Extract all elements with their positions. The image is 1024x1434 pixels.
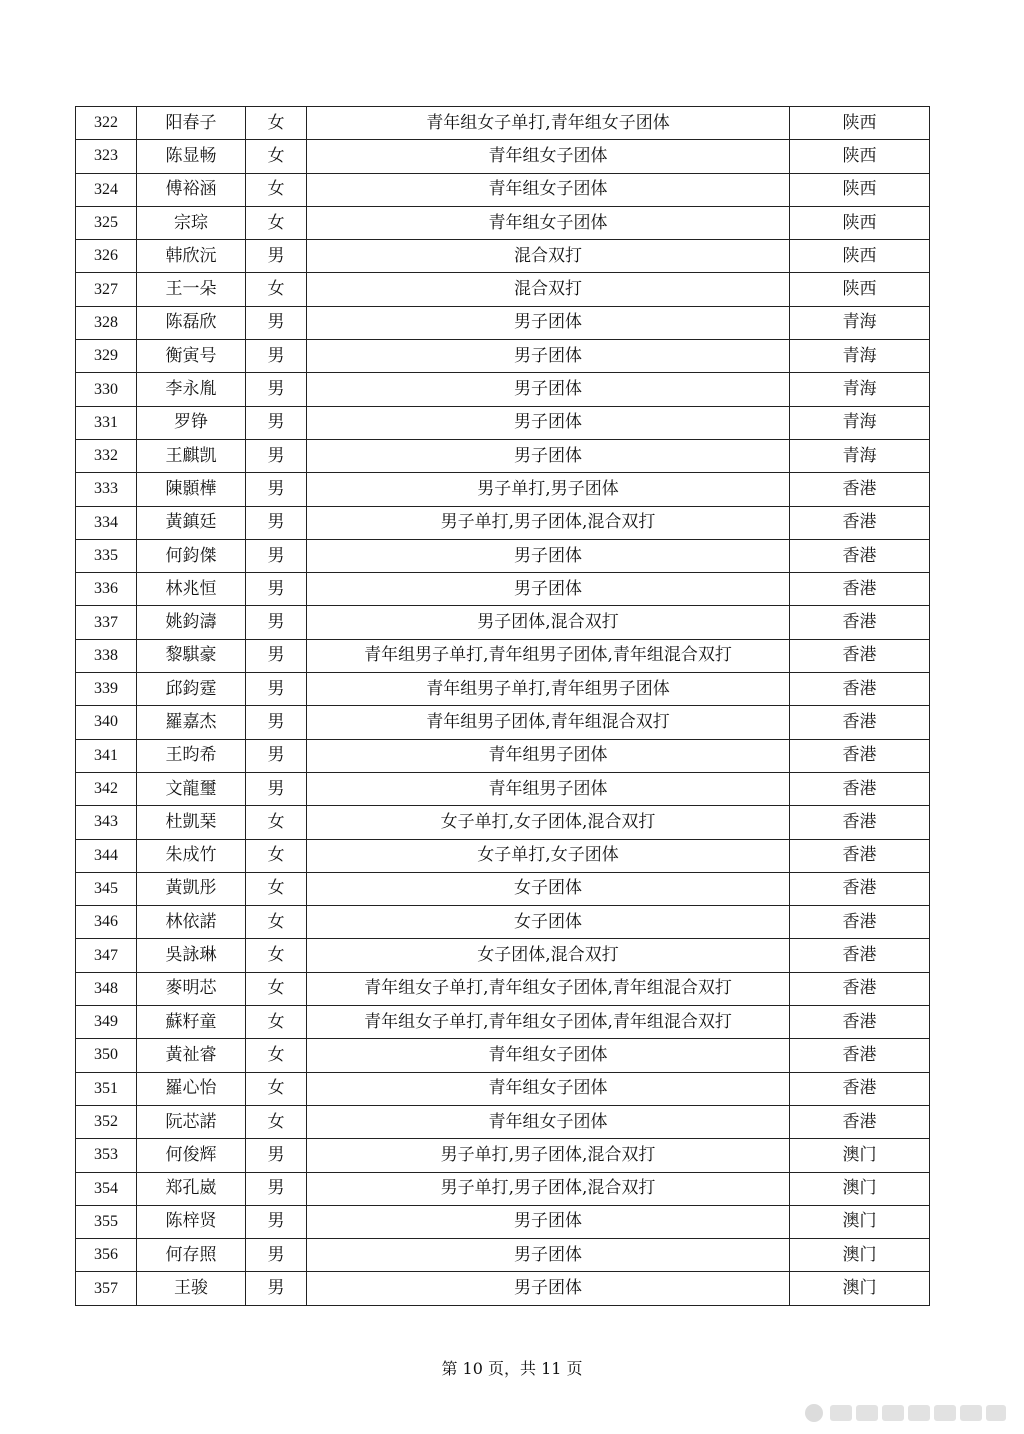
table-row	[76, 872, 930, 905]
region-cell: 香港	[790, 473, 930, 506]
region-cell: 香港	[790, 673, 930, 706]
gender-cell: 男	[246, 1272, 307, 1305]
table-row	[76, 140, 930, 173]
gender-cell: 女	[246, 140, 307, 173]
athlete-name-cell: 黃鎮廷	[137, 506, 246, 539]
events-cell: 女子团体	[307, 906, 790, 939]
region-cell: 香港	[790, 1072, 930, 1105]
region-cell: 青海	[790, 406, 930, 439]
region-cell: 陕西	[790, 240, 930, 273]
row-number-cell: 356	[76, 1239, 137, 1272]
gender-cell: 男	[246, 606, 307, 639]
gender-cell: 男	[246, 340, 307, 373]
athlete-name-cell: 何俊辉	[137, 1139, 246, 1172]
athlete-name-cell: 黃凱彤	[137, 872, 246, 905]
gender-cell: 女	[246, 107, 307, 140]
table-row	[76, 240, 930, 273]
region-cell: 陕西	[790, 173, 930, 206]
region-cell: 陕西	[790, 107, 930, 140]
athlete-name-cell: 邱鈞霆	[137, 673, 246, 706]
athlete-name-cell: 姚鈞濤	[137, 606, 246, 639]
region-cell: 澳门	[790, 1272, 930, 1305]
region-cell: 香港	[790, 872, 930, 905]
athlete-name-cell: 李永胤	[137, 373, 246, 406]
table-row	[76, 639, 930, 672]
row-number-cell: 323	[76, 140, 137, 173]
athlete-name-cell: 黎騏豪	[137, 639, 246, 672]
athlete-name-cell: 杜凱琹	[137, 806, 246, 839]
gender-cell: 男	[246, 306, 307, 339]
events-cell: 混合双打	[307, 273, 790, 306]
region-cell: 香港	[790, 1039, 930, 1072]
athlete-name-cell: 林依諾	[137, 906, 246, 939]
region-cell: 香港	[790, 806, 930, 839]
row-number-cell: 350	[76, 1039, 137, 1072]
athlete-name-cell: 韩欣沅	[137, 240, 246, 273]
athlete-name-cell: 阮芯諾	[137, 1105, 246, 1138]
table-row	[76, 107, 930, 140]
roster-table	[75, 106, 930, 1306]
table-row	[76, 273, 930, 306]
table-row	[76, 1139, 930, 1172]
athlete-name-cell: 陈梓贤	[137, 1205, 246, 1238]
events-cell: 青年组男子单打,青年组男子团体	[307, 673, 790, 706]
events-cell: 男子单打,男子团体,混合双打	[307, 1139, 790, 1172]
events-cell: 女子单打,女子团体,混合双打	[307, 806, 790, 839]
row-number-cell: 326	[76, 240, 137, 273]
gender-cell: 女	[246, 1105, 307, 1138]
events-cell: 男子单打,男子团体,混合双打	[307, 506, 790, 539]
events-cell: 女子团体	[307, 872, 790, 905]
table-row	[76, 340, 930, 373]
gender-cell: 男	[246, 1172, 307, 1205]
athlete-name-cell: 王骏	[137, 1272, 246, 1305]
events-cell: 青年组女子团体	[307, 206, 790, 239]
gender-cell: 女	[246, 806, 307, 839]
gender-cell: 女	[246, 839, 307, 872]
table-row	[76, 972, 930, 1005]
row-number-cell: 322	[76, 107, 137, 140]
row-number-cell: 328	[76, 306, 137, 339]
table-row	[76, 573, 930, 606]
table-row	[76, 173, 930, 206]
gender-cell: 男	[246, 373, 307, 406]
region-cell: 香港	[790, 506, 930, 539]
gender-cell: 男	[246, 473, 307, 506]
region-cell: 香港	[790, 972, 930, 1005]
watermark-logo	[800, 1400, 1010, 1426]
row-number-cell: 333	[76, 473, 137, 506]
table-row	[76, 1105, 930, 1138]
athlete-name-cell: 郑孔崴	[137, 1172, 246, 1205]
table-row	[76, 1239, 930, 1272]
events-cell: 男子团体	[307, 340, 790, 373]
row-number-cell: 329	[76, 340, 137, 373]
athlete-name-cell: 陈显畅	[137, 140, 246, 173]
row-number-cell: 338	[76, 639, 137, 672]
row-number-cell: 351	[76, 1072, 137, 1105]
events-cell: 青年组女子单打,青年组女子团体,青年组混合双打	[307, 972, 790, 1005]
table-row	[76, 306, 930, 339]
row-number-cell: 353	[76, 1139, 137, 1172]
table-row	[76, 906, 930, 939]
region-cell: 澳门	[790, 1172, 930, 1205]
region-cell: 青海	[790, 439, 930, 472]
gender-cell: 女	[246, 173, 307, 206]
events-cell: 男子单打,男子团体	[307, 473, 790, 506]
region-cell: 香港	[790, 739, 930, 772]
athlete-name-cell: 王麒凯	[137, 439, 246, 472]
events-cell: 男子团体	[307, 1239, 790, 1272]
region-cell: 香港	[790, 639, 930, 672]
gender-cell: 男	[246, 673, 307, 706]
gender-cell: 女	[246, 206, 307, 239]
gender-cell: 男	[246, 1205, 307, 1238]
table-row	[76, 1172, 930, 1205]
row-number-cell: 345	[76, 872, 137, 905]
events-cell: 女子团体,混合双打	[307, 939, 790, 972]
table-row	[76, 839, 930, 872]
row-number-cell: 343	[76, 806, 137, 839]
table-row	[76, 506, 930, 539]
gender-cell: 男	[246, 439, 307, 472]
row-number-cell: 325	[76, 206, 137, 239]
region-cell: 青海	[790, 306, 930, 339]
athlete-name-cell: 黃祉睿	[137, 1039, 246, 1072]
table-row	[76, 706, 930, 739]
athlete-name-cell: 陈磊欣	[137, 306, 246, 339]
gender-cell: 女	[246, 1006, 307, 1039]
gender-cell: 男	[246, 1239, 307, 1272]
athlete-name-cell: 王一朵	[137, 273, 246, 306]
region-cell: 陕西	[790, 206, 930, 239]
roster-table-body	[76, 107, 930, 1306]
gender-cell: 男	[246, 772, 307, 805]
events-cell: 青年组女子团体	[307, 140, 790, 173]
athlete-name-cell: 阳春子	[137, 107, 246, 140]
region-cell: 香港	[790, 1105, 930, 1138]
events-cell: 青年组男子团体,青年组混合双打	[307, 706, 790, 739]
gender-cell: 女	[246, 972, 307, 1005]
gender-cell: 男	[246, 1139, 307, 1172]
table-row	[76, 806, 930, 839]
page-number-footer: 第 10 页，共 11 页	[441, 1359, 583, 1378]
row-number-cell: 357	[76, 1272, 137, 1305]
region-cell: 陕西	[790, 273, 930, 306]
events-cell: 男子团体	[307, 573, 790, 606]
region-cell: 香港	[790, 606, 930, 639]
table-row	[76, 473, 930, 506]
events-cell: 男子团体,混合双打	[307, 606, 790, 639]
row-number-cell: 334	[76, 506, 137, 539]
row-number-cell: 354	[76, 1172, 137, 1205]
table-row	[76, 406, 930, 439]
region-cell: 香港	[790, 1006, 930, 1039]
row-number-cell: 347	[76, 939, 137, 972]
table-row	[76, 1006, 930, 1039]
events-cell: 男子团体	[307, 373, 790, 406]
events-cell: 青年组女子团体	[307, 1039, 790, 1072]
athlete-name-cell: 羅嘉杰	[137, 706, 246, 739]
gender-cell: 男	[246, 739, 307, 772]
events-cell: 混合双打	[307, 240, 790, 273]
row-number-cell: 324	[76, 173, 137, 206]
athlete-name-cell: 朱成竹	[137, 839, 246, 872]
gender-cell: 男	[246, 706, 307, 739]
table-row	[76, 373, 930, 406]
events-cell: 女子单打,女子团体	[307, 839, 790, 872]
region-cell: 香港	[790, 906, 930, 939]
region-cell: 澳门	[790, 1139, 930, 1172]
events-cell: 青年组女子单打,青年组女子团体,青年组混合双打	[307, 1006, 790, 1039]
gender-cell: 女	[246, 273, 307, 306]
events-cell: 青年组女子团体	[307, 1105, 790, 1138]
region-cell: 澳门	[790, 1239, 930, 1272]
athlete-name-cell: 陳顥樺	[137, 473, 246, 506]
table-row	[76, 539, 930, 572]
region-cell: 青海	[790, 373, 930, 406]
table-row	[76, 739, 930, 772]
gender-cell: 男	[246, 506, 307, 539]
table-row	[76, 939, 930, 972]
gender-cell: 男	[246, 639, 307, 672]
table-row	[76, 1072, 930, 1105]
row-number-cell: 335	[76, 539, 137, 572]
events-cell: 青年组女子团体	[307, 173, 790, 206]
athlete-name-cell: 何存照	[137, 1239, 246, 1272]
region-cell: 香港	[790, 539, 930, 572]
events-cell: 青年组男子团体	[307, 772, 790, 805]
events-cell: 青年组女子单打,青年组女子团体	[307, 107, 790, 140]
events-cell: 男子团体	[307, 306, 790, 339]
athlete-name-cell: 衡寅号	[137, 340, 246, 373]
gender-cell: 男	[246, 240, 307, 273]
region-cell: 青海	[790, 340, 930, 373]
region-cell: 香港	[790, 573, 930, 606]
row-number-cell: 348	[76, 972, 137, 1005]
athlete-name-cell: 文龍璽	[137, 772, 246, 805]
athlete-name-cell: 林兆恒	[137, 573, 246, 606]
events-cell: 男子团体	[307, 406, 790, 439]
events-cell: 青年组男子团体	[307, 739, 790, 772]
events-cell: 男子团体	[307, 539, 790, 572]
row-number-cell: 327	[76, 273, 137, 306]
athlete-name-cell: 羅心怡	[137, 1072, 246, 1105]
athlete-name-cell: 何鈞傑	[137, 539, 246, 572]
gender-cell: 男	[246, 573, 307, 606]
row-number-cell: 330	[76, 373, 137, 406]
gender-cell: 女	[246, 1039, 307, 1072]
row-number-cell: 332	[76, 439, 137, 472]
region-cell: 香港	[790, 706, 930, 739]
row-number-cell: 331	[76, 406, 137, 439]
athlete-name-cell: 蘇籽童	[137, 1006, 246, 1039]
events-cell: 男子团体	[307, 1205, 790, 1238]
row-number-cell: 355	[76, 1205, 137, 1238]
athlete-name-cell: 傅裕涵	[137, 173, 246, 206]
events-cell: 男子团体	[307, 439, 790, 472]
gender-cell: 女	[246, 939, 307, 972]
row-number-cell: 340	[76, 706, 137, 739]
events-cell: 男子团体	[307, 1272, 790, 1305]
table-row	[76, 1205, 930, 1238]
gender-cell: 女	[246, 872, 307, 905]
table-row	[76, 772, 930, 805]
row-number-cell: 337	[76, 606, 137, 639]
row-number-cell: 349	[76, 1006, 137, 1039]
region-cell: 香港	[790, 939, 930, 972]
events-cell: 男子单打,男子团体,混合双打	[307, 1172, 790, 1205]
gender-cell: 男	[246, 539, 307, 572]
row-number-cell: 339	[76, 673, 137, 706]
row-number-cell: 344	[76, 839, 137, 872]
table-row	[76, 1039, 930, 1072]
row-number-cell: 352	[76, 1105, 137, 1138]
athlete-name-cell: 宗琮	[137, 206, 246, 239]
row-number-cell: 346	[76, 906, 137, 939]
events-cell: 青年组女子团体	[307, 1072, 790, 1105]
table-row	[76, 606, 930, 639]
athlete-name-cell: 王昀希	[137, 739, 246, 772]
athlete-name-cell: 麥明芯	[137, 972, 246, 1005]
gender-cell: 女	[246, 1072, 307, 1105]
gender-cell: 女	[246, 906, 307, 939]
region-cell: 香港	[790, 839, 930, 872]
table-row	[76, 206, 930, 239]
region-cell: 澳门	[790, 1205, 930, 1238]
table-row	[76, 1272, 930, 1305]
events-cell: 青年组男子单打,青年组男子团体,青年组混合双打	[307, 639, 790, 672]
region-cell: 香港	[790, 772, 930, 805]
table-row	[76, 439, 930, 472]
row-number-cell: 342	[76, 772, 137, 805]
region-cell: 陕西	[790, 140, 930, 173]
gender-cell: 男	[246, 406, 307, 439]
athlete-name-cell: 罗铮	[137, 406, 246, 439]
table-row	[76, 673, 930, 706]
row-number-cell: 341	[76, 739, 137, 772]
row-number-cell: 336	[76, 573, 137, 606]
athlete-name-cell: 吳詠琳	[137, 939, 246, 972]
